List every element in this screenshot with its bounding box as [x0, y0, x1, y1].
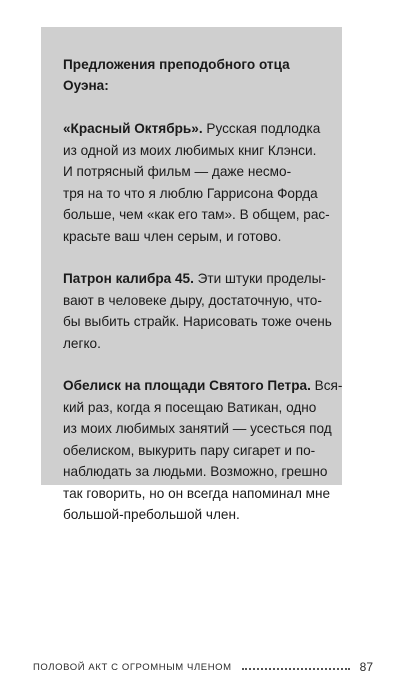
entry-obelisk — [63, 375, 343, 526]
entry-title: «Красный Октябрь». — [63, 121, 203, 136]
entry-text: Эти штуки проделы- — [193, 271, 326, 286]
sidebar-box — [41, 27, 343, 522]
entry-text-line: кий раз, когда я посещаю Ватикан, одно — [63, 399, 317, 415]
footer-dotted-leader — [242, 668, 350, 670]
entry-first-line — [63, 268, 326, 290]
entry-text-line: из одной из моих любимых книг Клэнси. — [63, 142, 317, 158]
entry-first-line — [63, 375, 343, 397]
running-title: ПОЛОВОЙ АКТ С ОГРОМНЫМ ЧЛЕНОМ — [33, 661, 232, 673]
entry-text-line: так говорить, но он всегда напоминал мне — [63, 485, 331, 501]
entry-text-line: наблюдать за людьми. Возможно, грешно — [63, 464, 328, 479]
entry-title: Патрон калибра 45. — [63, 271, 194, 286]
entry-text-line: легко. — [63, 335, 101, 351]
entry-text-line: обелиском, выкурить пару сигарет и по- — [63, 442, 316, 458]
entry-title: Обелиск на площади Святого Петра. — [63, 378, 311, 393]
entry-text-line: вают в человеке дыру, достаточную, что- — [63, 292, 322, 308]
entry-text-line: больше, чем «как его там». В общем, рас- — [63, 207, 330, 222]
entry-text-line: И потрясный фильм — даже несмо- — [63, 164, 292, 179]
box-heading: Предложения преподобного отца Оуэна: — [63, 57, 290, 93]
page-footer — [33, 659, 373, 675]
entry-text: Вся- — [310, 378, 343, 393]
entry-text: Русская подлодка — [202, 121, 321, 136]
entry-text-line: большой-пребольшой член. — [63, 507, 240, 522]
entry-text-line: бы выбить страйк. Нарисовать тоже очень — [63, 314, 332, 329]
entry-first-line — [63, 118, 326, 140]
page-number: 87 — [359, 660, 373, 674]
entry-text-line: тря на то что я люблю Гаррисона Форда — [63, 185, 318, 201]
entry-text-line: из моих любимых занятий — усесться под — [63, 421, 332, 436]
entry-text-line: красьте ваш член серым, и готово. — [63, 228, 282, 244]
entry-red-october — [63, 118, 330, 247]
entry-45-caliber — [63, 268, 332, 354]
